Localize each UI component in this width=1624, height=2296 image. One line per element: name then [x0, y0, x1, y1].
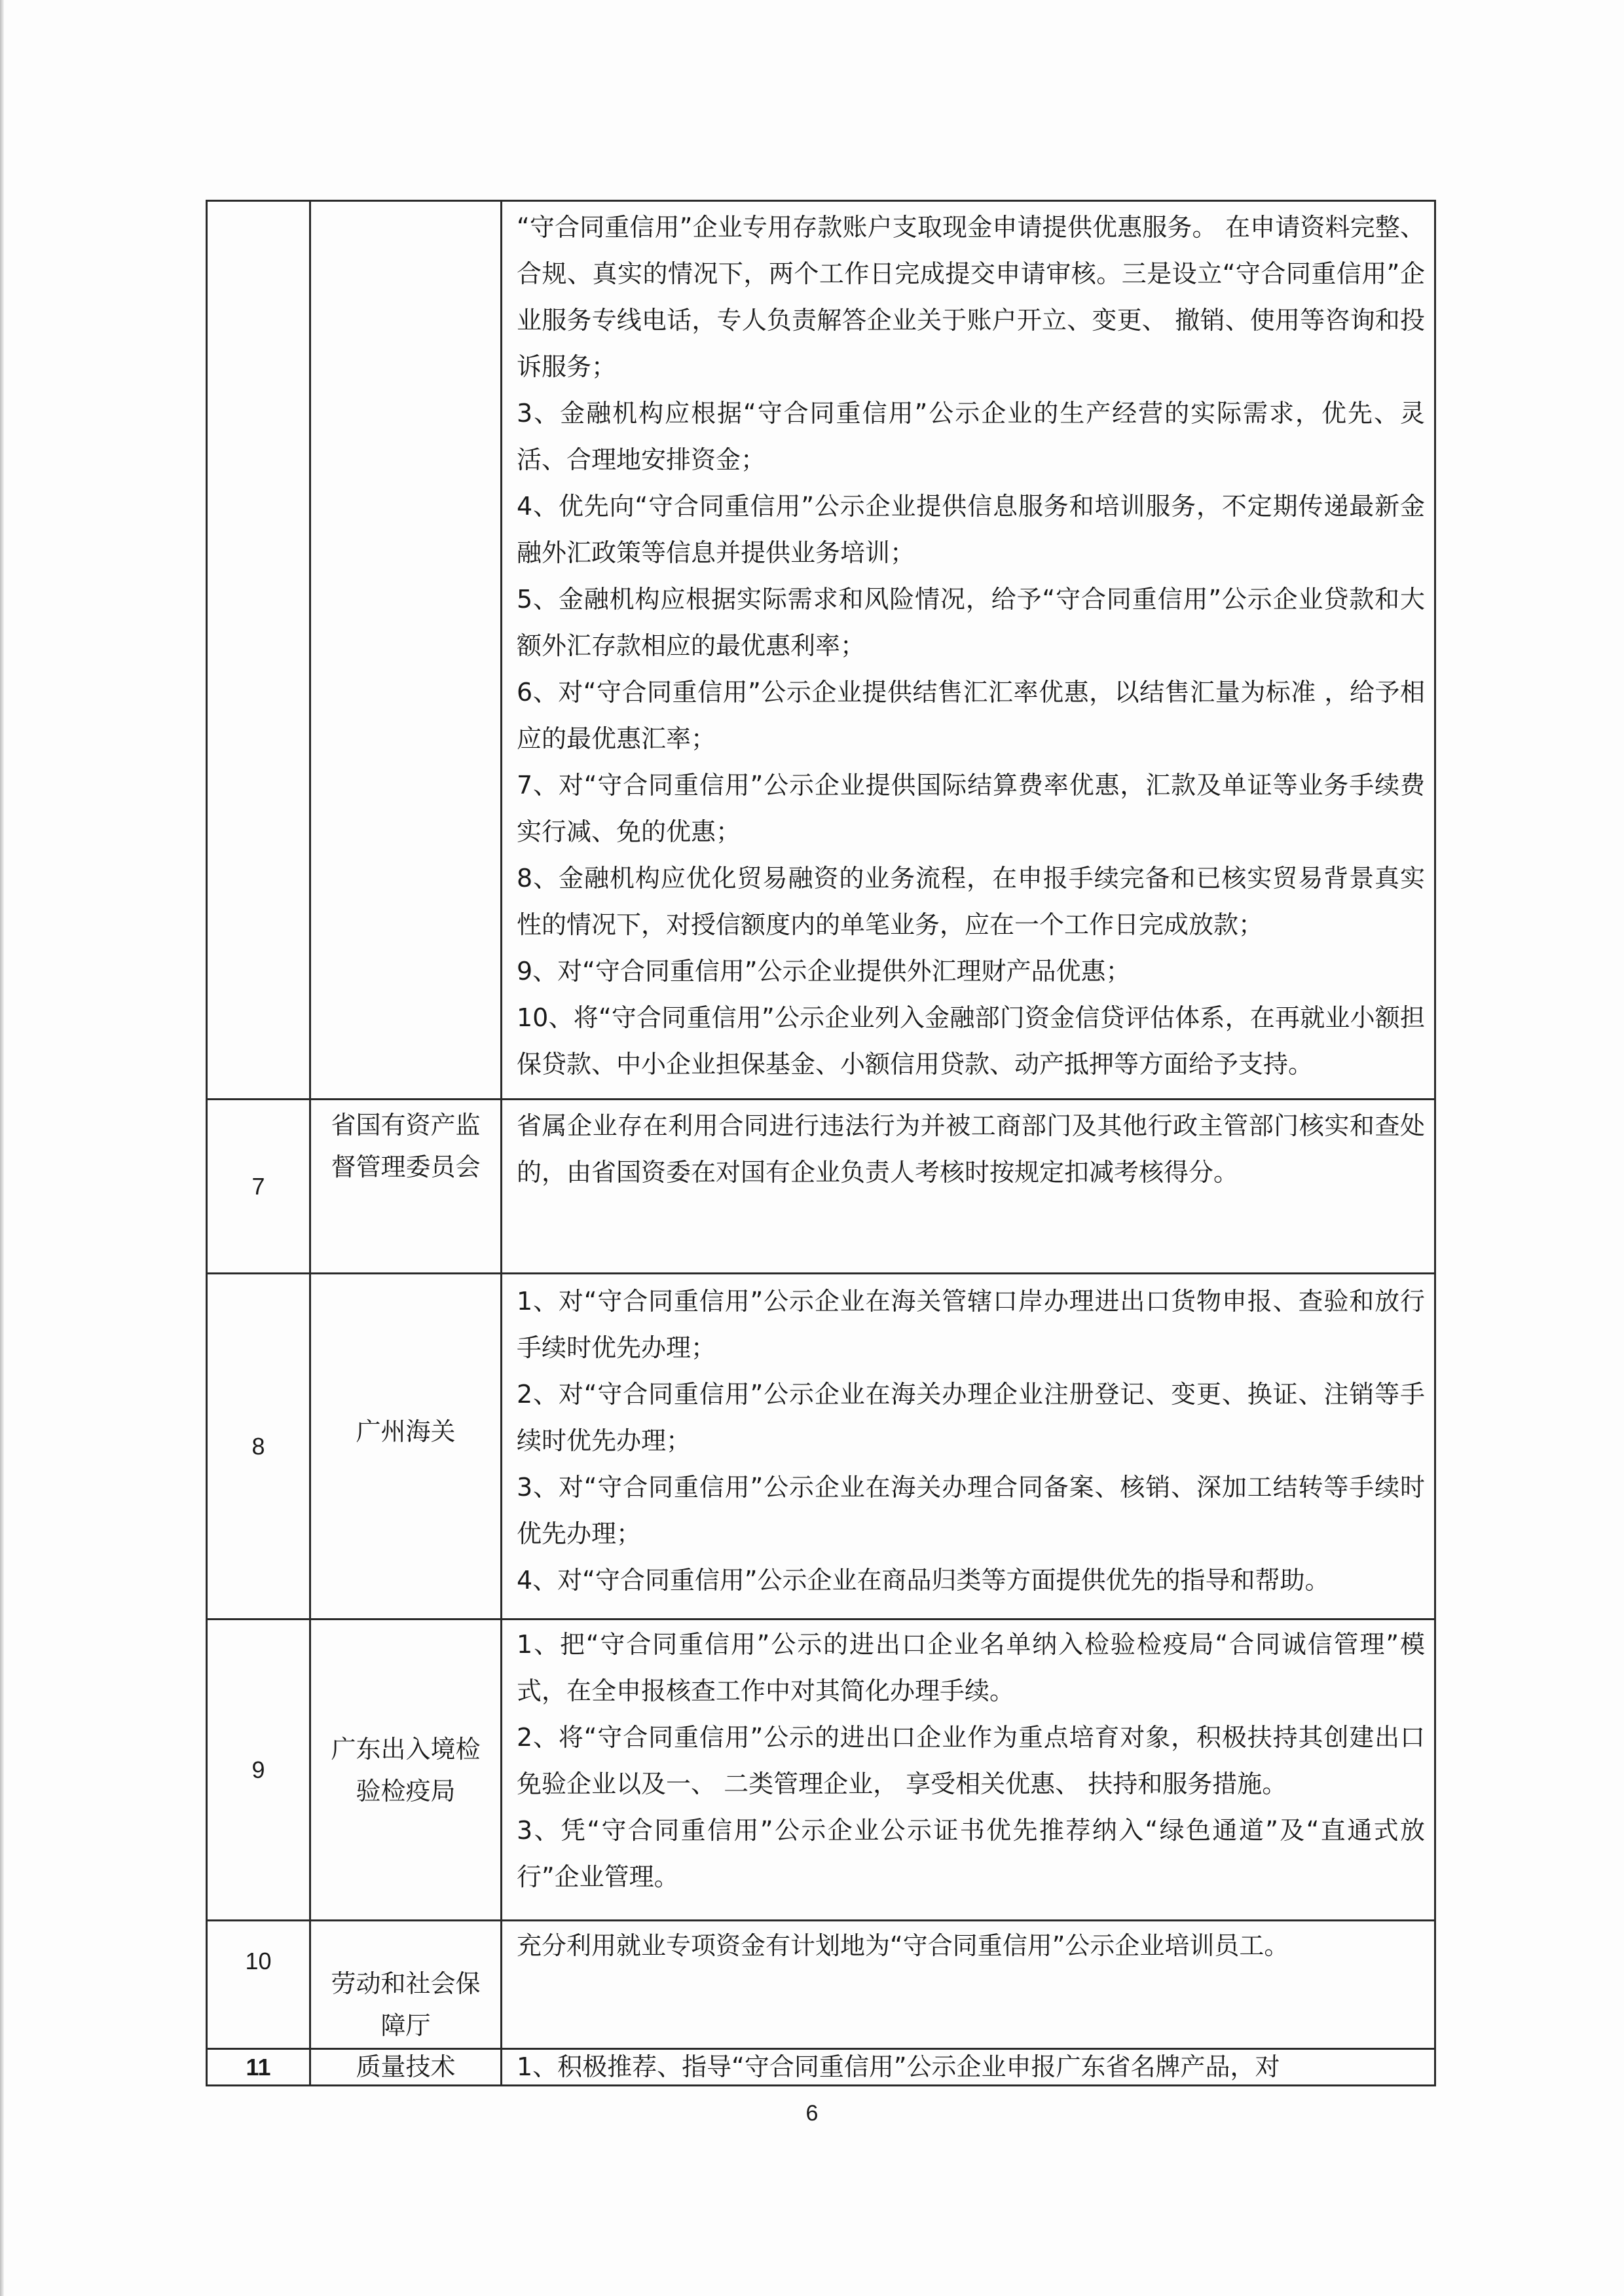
page-number: 6	[805, 2101, 819, 2126]
measures-content	[502, 201, 1435, 1100]
row-number: 7	[207, 1100, 310, 1274]
row-number: 9	[207, 1620, 310, 1921]
measure-paragraph: 3、对“守合同重信用”公示企业在海关办理合同备案、核销、深加工结转等手续时优先办理；	[517, 1473, 1425, 1548]
table-row	[207, 201, 1435, 1100]
measure-paragraph: 1、对“守合同重信用”公示企业在海关管辖口岸办理进出口货物申报、查验和放行手续时优先办理；	[517, 1287, 1425, 1362]
measure-paragraph: 1、把“守合同重信用”公示的进出口企业名单纳入检验检疫局“合同诚信管理”模式，在全申报核查工作中对其简化办理手续。	[517, 1630, 1425, 1705]
measures-content	[502, 2049, 1435, 2086]
scan-shadow-edge	[0, 0, 4, 2296]
measure-paragraph: 5、金融机构应根据实际需求和风险情况，给予“守合同重信用”公示企业贷款和大额外汇存款相应的最优惠利率；	[517, 585, 1425, 660]
measure-paragraph: 4、优先向“守合同重信用”公示企业提供信息服务和培训服务，不定期传递最新金融外汇政策等信息并提供业务培训；	[517, 492, 1425, 567]
measure-paragraph: 2、对“守合同重信用”公示企业在海关办理企业注册登记、变更、换证、注销等手续时优先办理；	[517, 1380, 1425, 1455]
table-row	[207, 1100, 1435, 1274]
department-name	[310, 201, 502, 1100]
row-number: 8	[207, 1274, 310, 1620]
department-name: 广东出入境检验检疫局	[310, 1620, 502, 1921]
measures-content	[502, 1921, 1435, 2049]
measure-paragraph: 2、将“守合同重信用”公示的进出口企业作为重点培育对象，积极扶持其创建出口免验企业以及一、 二类管理企业， 享受相关优惠、 扶持和服务措施。	[517, 1723, 1425, 1798]
measure-paragraph: 充分利用就业专项资金有计划地为“守合同重信用”公示企业培训员工。	[517, 1931, 1289, 1960]
measure-paragraph: 3、金融机构应根据“守合同重信用”公示企业的生产经营的实际需求，优先、灵活、合理地安排资金；	[517, 399, 1425, 474]
table-row	[207, 2049, 1435, 2086]
measures-content	[502, 1274, 1435, 1620]
measure-paragraph: 6、对“守合同重信用”公示企业提供结售汇汇率优惠，以结售汇量为标准 ，给予相应的最优惠汇率；	[517, 678, 1425, 753]
measure-paragraph: 1、积极推荐、指导“守合同重信用”公示企业申报广东省名牌产品，对	[517, 2052, 1280, 2081]
measure-paragraph: 9、对“守合同重信用”公示企业提供外汇理财产品优惠；	[517, 957, 1131, 986]
row-number	[207, 201, 310, 1100]
measure-paragraph: 省属企业存在利用合同进行违法行为并被工商部门及其他行政主管部门核实和查处的，由省国资委在对国有企业负责人考核时按规定扣减考核得分。	[517, 1111, 1425, 1187]
department-name: 劳动和社会保障厅	[310, 1921, 502, 2049]
measure-paragraph: 7、对“守合同重信用”公示企业提供国际结算费率优惠，汇款及单证等业务手续费实行减、免的优惠；	[517, 771, 1425, 846]
measure-paragraph: 3、凭“守合同重信用”公示企业公示证书优先推荐纳入“绿色通道”及“直通式放行”企业管理。	[517, 1816, 1425, 1891]
department-name: 省国有资产监督管理委员会	[310, 1100, 502, 1274]
measure-paragraph: “守合同重信用”企业专用存款账户支取现金申请提供优惠服务。 在申请资料完整、合规、真实的情况下，两个工作日完成提交申请审核。三是设立“守合同重信用”企业服务专线电话，专人负责解答企业关于账户开立、变更、 撤销、使用等咨询和投诉服务；	[517, 213, 1425, 381]
table-row	[207, 1620, 1435, 1921]
department-name: 广州海关	[310, 1274, 502, 1620]
department-name: 质量技术	[310, 2049, 502, 2086]
table-row	[207, 1274, 1435, 1620]
row-number: 10	[207, 1921, 310, 2049]
measure-paragraph: 10、将“守合同重信用”公示企业列入金融部门资金信贷评估体系，在再就业小额担保贷款、中小企业担保基金、小额信用贷款、动产抵押等方面给予支持。	[517, 1003, 1425, 1079]
measure-paragraph: 8、金融机构应优化贸易融资的业务流程，在申报手续完备和已核实贸易背景真实性的情况下，对授信额度内的单笔业务，应在一个工作日完成放款；	[517, 864, 1425, 939]
table-row	[207, 1921, 1435, 2049]
measure-paragraph: 4、对“守合同重信用”公示企业在商品归类等方面提供优先的指导和帮助。	[517, 1566, 1330, 1595]
policy-table	[206, 200, 1436, 2086]
measures-content	[502, 1620, 1435, 1921]
measures-content	[502, 1100, 1435, 1274]
row-number: 11	[207, 2049, 310, 2086]
